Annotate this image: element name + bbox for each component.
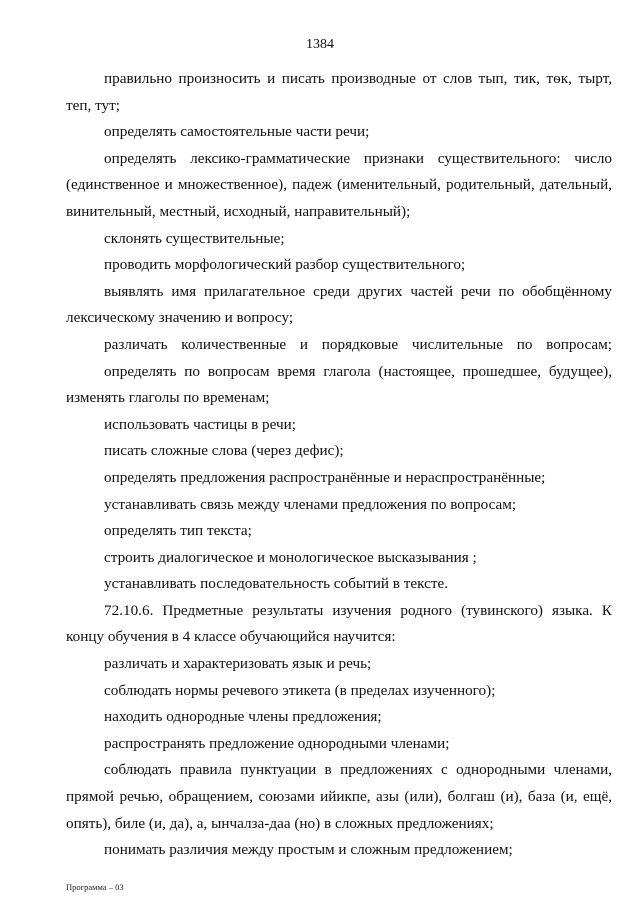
paragraph-derived-words: правильно произносить и писать производные от слов тып, тик, тѳк, тырт, теп, тут; [66,70,612,114]
paragraph-punctuation: соблюдать правила пунктуации в предложениях с однородными членами, прямой речью, обращением, союзами ийикпе, азы (или), болгаш (и), база (и, ещё, опять), биле (и, да), а, ынчалза-даа (но) в сложных предложениях; [66,761,612,832]
paragraph-event-sequence: устанавливать последовательность событий в тексте. [104,575,449,593]
paragraph-particles: использовать частицы в речи; [104,415,297,433]
paragraph-parts-of-speech: определять самостоятельные части речи; [104,123,370,141]
paragraph-compound-words: писать сложные слова (через дефис); [104,442,344,460]
paragraph-language-speech: различать и характеризовать язык и речь; [104,655,372,673]
page-number: 1384 [306,37,334,52]
document-body [66,66,612,864]
paragraph-sentence-types: определять предложения распространённые и нераспространённые; [104,468,546,486]
paragraph-extend-sentence: распространять предложение однородными членами; [104,734,450,752]
paragraph-homogeneous-members: находить однородные члены предложения; [104,708,382,726]
paragraph-noun-features: определять лексико-грамматические признаки существительного: число (единственное и множественное), падеж (именительный, родительный, дательный, винительный, местный, исходный, направительный); [66,149,612,220]
paragraph-dialogue-monologue: строить диалогическое и монологическое высказывания ; [104,548,477,566]
paragraph-sentence-members: устанавливать связь между членами предложения по вопросам; [104,495,517,513]
paragraph-verb-tense: определять по вопросам время глагола (настоящее, прошедшее, будущее), изменять глаголы по временам; [66,362,612,407]
page-footer: Программа – 03 [66,882,124,892]
paragraph-text-type: определять тип текста; [104,522,252,540]
paragraph-speech-etiquette: соблюдать нормы речевого этикета (в пределах изученного); [104,681,496,699]
paragraph-section-heading: 72.10.6. Предметные результаты изучения родного (тувинского) языка. К концу обучения в 4 классе обучающийся научится: [66,601,612,646]
paragraph-decline-nouns: склонять существительные; [104,229,285,247]
paragraph-simple-complex: понимать различия между простым и сложным предложением; [104,841,513,859]
paragraph-adjective: выявлять имя прилагательное среди других частей речи по обобщённому лексическому значению и вопросу; [66,282,612,327]
paragraph-numerals: различать количественные и порядковые числительные по вопросам; [104,335,612,353]
paragraph-noun-analysis: проводить морфологический разбор существительного; [104,256,466,274]
